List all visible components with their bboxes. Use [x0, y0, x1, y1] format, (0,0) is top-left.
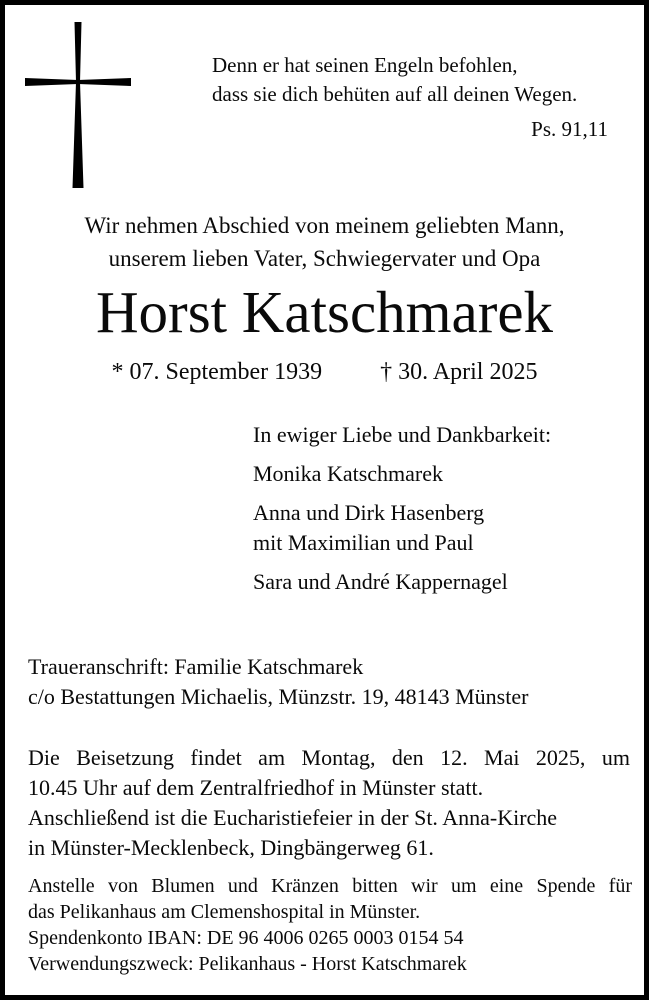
funeral-details: [28, 743, 630, 863]
deceased-name: Horst Katschmarek: [95, 279, 554, 345]
scripture-quote: [212, 51, 608, 144]
scripture-reference: Ps. 91,11: [531, 117, 608, 141]
donation-info: [28, 873, 632, 977]
condolence-address-line-2: c/o Bestattungen Michaelis, Münzstr. 19, 48143 Münster: [28, 684, 529, 709]
life-dates: [5, 357, 644, 387]
condolence-address: [28, 652, 528, 712]
donation-iban: Spendenkonto IBAN: DE 96 4006 0265 0003 0154 54: [28, 927, 464, 949]
died-dagger-symbol: †: [380, 359, 393, 385]
funeral-details-line-3: Anschließend ist die Eucharistiefeier in der St. Anna-Kirche: [28, 805, 558, 830]
death-date: [380, 357, 537, 387]
mourners-lead: In ewiger Liebe und Dankbarkeit:: [253, 422, 552, 447]
donation-info-line-1: Anstelle von Blumen und Kränzen bitten wir um eine Spende für: [28, 875, 632, 897]
scripture-line-2: dass sie dich behüten auf all deinen Wegen.: [212, 82, 578, 106]
birth-date: [112, 357, 323, 387]
mourner-entry: Anna und Dirk Hasenberg: [253, 500, 485, 525]
birth-date-text: 07. September 1939: [129, 359, 323, 385]
born-symbol: *: [111, 359, 124, 385]
mourners-list: [253, 420, 551, 597]
death-date-text: 30. April 2025: [398, 359, 538, 385]
cross-icon: [25, 22, 131, 188]
farewell-intro-line-2: unserem lieben Vater, Schwiegervater und Opa: [108, 246, 541, 271]
mourner-entry-continued: mit Maximilian und Paul: [253, 530, 474, 555]
mourner-entry: Sara und André Kappernagel: [253, 569, 508, 594]
funeral-details-line-4: in Münster-Mecklenbeck, Dingbängerweg 61.: [28, 835, 434, 860]
funeral-details-line-2: 10.45 Uhr auf dem Zentralfriedhof in Münster statt.: [28, 775, 484, 800]
donation-info-line-2: das Pelikanhaus am Clemenshospital in Münster.: [28, 901, 421, 923]
farewell-intro: [5, 209, 644, 275]
farewell-intro-line-1: Wir nehmen Abschied von meinem geliebten Mann,: [84, 213, 565, 238]
condolence-address-line-1: Traueranschrift: Familie Katschmarek: [28, 654, 364, 679]
donation-reference: Verwendungszweck: Pelikanhaus - Horst Katschmarek: [28, 953, 467, 975]
mourner-entry: Monika Katschmarek: [253, 461, 443, 486]
scripture-line-1: Denn er hat seinen Engeln befohlen,: [212, 53, 518, 77]
funeral-details-line-1: Die Beisetzung findet am Montag, den 12. Mai 2025, um: [28, 745, 630, 770]
